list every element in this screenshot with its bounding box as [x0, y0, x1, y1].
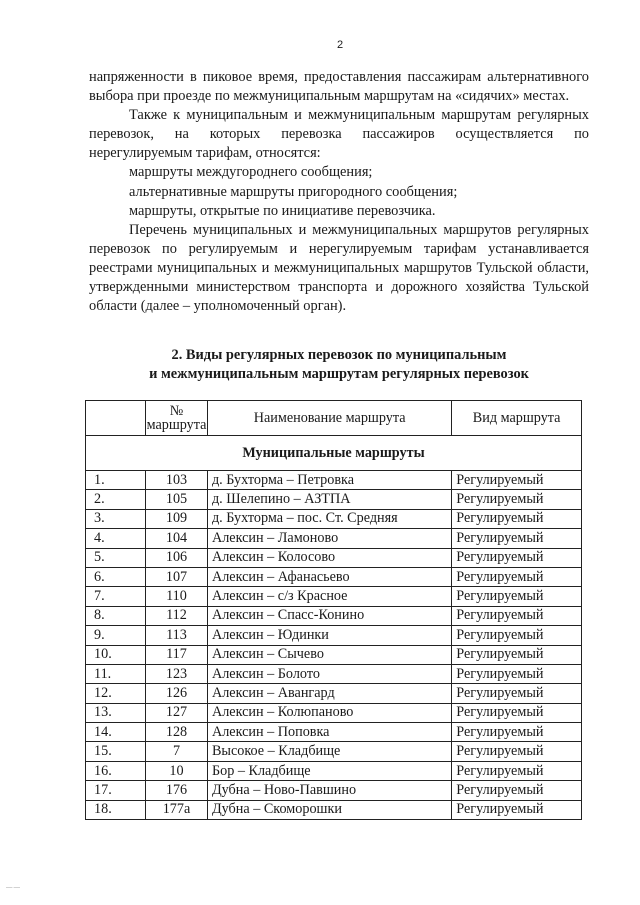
route-number: 117: [146, 645, 208, 664]
row-index: 2.: [86, 490, 146, 509]
route-name: д. Бухторма – Петровка: [207, 471, 451, 490]
route-type: Регулируемый: [452, 626, 582, 645]
row-index: 5.: [86, 548, 146, 567]
paragraph: Перечень муниципальных и межмуниципальных маршрутов регулярных перевозок по регулируемым и нерегулируемым тарифам устанавливается реестрами муниципальных и межмуниципальных маршрутов Тульской области, утвержденными министерством транспорта и дорожного хозяйства Тульской области (далее – уполномоченный орган).: [89, 221, 589, 315]
table-row: [86, 471, 582, 490]
route-number: 126: [146, 684, 208, 703]
row-index: 17.: [86, 781, 146, 800]
group-title: Муниципальные маршруты: [86, 436, 582, 471]
header-route-type: Вид маршрута: [452, 401, 582, 436]
row-index: 9.: [86, 626, 146, 645]
route-name: Дубна – Ново-Павшино: [207, 781, 451, 800]
table-row: [86, 742, 582, 761]
route-type: Регулируемый: [452, 490, 582, 509]
row-index: 4.: [86, 529, 146, 548]
route-number: 7: [146, 742, 208, 761]
table-row: [86, 626, 582, 645]
row-index: 7.: [86, 587, 146, 606]
route-number: 107: [146, 567, 208, 586]
route-name: д. Бухторма – пос. Ст. Средняя: [207, 509, 451, 528]
route-type: Регулируемый: [452, 509, 582, 528]
row-index: 14.: [86, 723, 146, 742]
route-type: Регулируемый: [452, 548, 582, 567]
route-number: 103: [146, 471, 208, 490]
row-index: 3.: [86, 509, 146, 528]
list-item: маршруты междугороднего сообщения;: [129, 164, 373, 181]
route-number: 110: [146, 587, 208, 606]
route-name: Алексин – Афанасьево: [207, 567, 451, 586]
route-type: Регулируемый: [452, 800, 582, 819]
table-row: [86, 761, 582, 780]
route-type: Регулируемый: [452, 587, 582, 606]
table-row: [86, 703, 582, 722]
route-number: 127: [146, 703, 208, 722]
route-number: 104: [146, 529, 208, 548]
route-number: 113: [146, 626, 208, 645]
row-index: 15.: [86, 742, 146, 761]
table-row: [86, 606, 582, 625]
table-row: [86, 645, 582, 664]
route-name: Алексин – Колосово: [207, 548, 451, 567]
route-name: Алексин – с/з Красное: [207, 587, 451, 606]
page-number: 2: [336, 39, 344, 51]
route-name: Алексин – Поповка: [207, 723, 451, 742]
row-index: 16.: [86, 761, 146, 780]
route-number: 176: [146, 781, 208, 800]
table-row: [86, 567, 582, 586]
route-number: 112: [146, 606, 208, 625]
route-name: Дубна – Скоморошки: [207, 800, 451, 819]
route-number: 109: [146, 509, 208, 528]
route-name: Алексин – Болото: [207, 664, 451, 683]
table-row: [86, 800, 582, 819]
route-name: Алексин – Ламоново: [207, 529, 451, 548]
route-number: 128: [146, 723, 208, 742]
header-index: [86, 401, 146, 436]
route-type: Регулируемый: [452, 606, 582, 625]
route-number: 106: [146, 548, 208, 567]
paragraph: напряженности в пиковое время, предоставления пассажирам альтернативного выбора при проезде по межмуниципальным маршрутам на «сидячих» местах.: [89, 69, 589, 105]
route-name: Алексин – Колюпаново: [207, 703, 451, 722]
header-number-label: маршрута: [146, 417, 207, 433]
table-group-row: [86, 436, 582, 471]
row-index: 10.: [86, 645, 146, 664]
route-type: Регулируемый: [452, 703, 582, 722]
table-row: [86, 548, 582, 567]
route-type: Регулируемый: [452, 471, 582, 490]
table-row: [86, 529, 582, 548]
route-type: Регулируемый: [452, 529, 582, 548]
list-item: маршруты, открытые по инициативе перевозчика.: [129, 202, 436, 219]
table-row: [86, 723, 582, 742]
list-item: альтернативные маршруты пригородного сообщения;: [129, 183, 458, 200]
row-index: 18.: [86, 800, 146, 819]
table-row: [86, 684, 582, 703]
body-text: [89, 68, 589, 316]
table-header-row: [86, 401, 582, 436]
route-name: Высокое – Кладбище: [207, 742, 451, 761]
routes-table-body: [86, 436, 582, 820]
routes-table: [85, 400, 582, 820]
route-number: 105: [146, 490, 208, 509]
route-name: д. Шелепино – АЗТПА: [207, 490, 451, 509]
row-index: 13.: [86, 703, 146, 722]
scan-mark: —·—: [6, 885, 20, 891]
table-row: [86, 587, 582, 606]
route-type: Регулируемый: [452, 781, 582, 800]
row-index: 11.: [86, 664, 146, 683]
section-heading-line: 2. Виды регулярных перевозок по муниципальным: [171, 347, 507, 363]
route-number: 123: [146, 664, 208, 683]
table-row: [86, 781, 582, 800]
route-type: Регулируемый: [452, 567, 582, 586]
row-index: 1.: [86, 471, 146, 490]
route-number: 10: [146, 761, 208, 780]
route-name: Бор – Кладбище: [207, 761, 451, 780]
table-row: [86, 664, 582, 683]
route-name: Алексин – Авангард: [207, 684, 451, 703]
section-heading: [89, 346, 589, 384]
row-index: 6.: [86, 567, 146, 586]
row-index: 12.: [86, 684, 146, 703]
route-type: Регулируемый: [452, 723, 582, 742]
table-row: [86, 509, 582, 528]
header-number-sign: №: [169, 403, 184, 419]
header-route-name: Наименование маршрута: [207, 401, 451, 436]
section-heading-line: и межмуниципальным маршрутам регулярных перевозок: [149, 366, 529, 382]
route-type: Регулируемый: [452, 742, 582, 761]
header-route-number: [146, 401, 208, 436]
route-name: Алексин – Юдинки: [207, 626, 451, 645]
route-type: Регулируемый: [452, 664, 582, 683]
route-type: Регулируемый: [452, 684, 582, 703]
route-type: Регулируемый: [452, 645, 582, 664]
route-type: Регулируемый: [452, 761, 582, 780]
route-number: 177а: [146, 800, 208, 819]
row-index: 8.: [86, 606, 146, 625]
paragraph: Также к муниципальным и межмуниципальным маршрутам регулярных перевозок, на которых перевозка пассажиров осуществляется по нерегулируемым тарифам, относятся:: [89, 107, 589, 162]
table-row: [86, 490, 582, 509]
route-name: Алексин – Сычево: [207, 645, 451, 664]
route-name: Алексин – Спасс-Конино: [207, 606, 451, 625]
